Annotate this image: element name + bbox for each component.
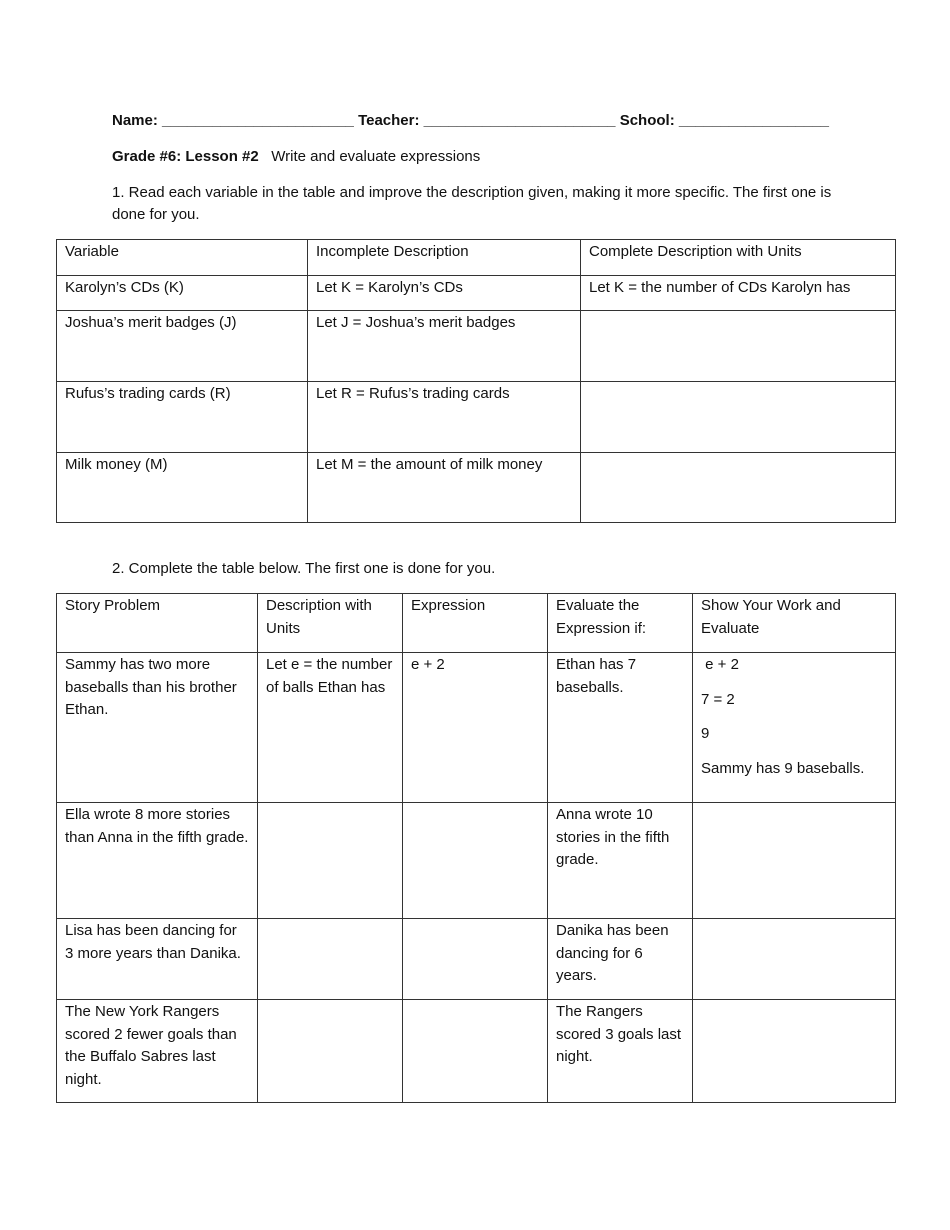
incomplete-description-cell: Let M = the amount of milk money (308, 453, 581, 523)
school-field-label[interactable]: School: __________________ (619, 112, 830, 129)
story-problem-cell: Ella wrote 8 more stories than Anna in the fifth grade. (57, 803, 258, 919)
table-row (57, 311, 896, 382)
table-row (57, 382, 896, 453)
variable-cell: Milk money (M) (57, 453, 308, 523)
evaluate-condition-cell: Ethan has 7 baseballs. (548, 653, 693, 803)
expression-cell[interactable] (403, 919, 548, 1000)
story-problem-table (56, 593, 896, 1103)
variable-description-table (56, 239, 896, 523)
table-row (57, 803, 896, 919)
evaluate-condition-cell: The Rangers scored 3 goals last night. (548, 1000, 693, 1103)
description-cell[interactable] (258, 1000, 403, 1103)
column-header: Incomplete Description (308, 240, 581, 276)
variable-cell: Joshua’s merit badges (J) (57, 311, 308, 382)
complete-description-cell[interactable] (581, 382, 896, 453)
table-row (57, 919, 896, 1000)
table-row (57, 653, 896, 803)
lesson-grade: Grade #6: Lesson #2 (112, 148, 259, 165)
story-problem-cell: The New York Rangers scored 2 fewer goals than the Buffalo Sabres last night. (57, 1000, 258, 1103)
table-header-row (57, 594, 896, 653)
column-header: Evaluate the Expression if: (548, 594, 693, 653)
work-answer: Sammy has 9 baseballs. (701, 759, 865, 777)
table-header-row (57, 240, 896, 276)
work-cell[interactable] (693, 1000, 896, 1103)
lesson-title: Write and evaluate expressions (271, 148, 481, 165)
column-header: Expression (403, 594, 548, 653)
complete-description-cell: Let K = the number of CDs Karolyn has (581, 276, 896, 311)
variable-cell: Karolyn’s CDs (K) (57, 276, 308, 311)
table-row (57, 1000, 896, 1103)
story-problem-cell: Lisa has been dancing for 3 more years than Danika. (57, 919, 258, 1000)
name-field-label[interactable]: Name: _______________________ (112, 112, 354, 129)
description-cell: Let e = the number of balls Ethan has (258, 653, 403, 803)
column-header: Description with Units (258, 594, 403, 653)
expression-cell[interactable] (403, 803, 548, 919)
description-cell[interactable] (258, 919, 403, 1000)
work-step: e + 2 (701, 656, 739, 673)
header-line (112, 110, 829, 132)
evaluate-condition-cell: Danika has been dancing for 6 years. (548, 919, 693, 1000)
work-step: 9 (701, 725, 710, 742)
complete-description-cell[interactable] (581, 453, 896, 523)
column-header: Story Problem (57, 594, 258, 653)
expression-cell[interactable] (403, 1000, 548, 1103)
teacher-field-label[interactable]: Teacher: _______________________ (358, 112, 616, 129)
incomplete-description-cell: Let R = Rufus’s trading cards (308, 382, 581, 453)
complete-description-cell[interactable] (581, 311, 896, 382)
part1-instructions: 1. Read each variable in the table and improve the description given, making it more specific. The first one is done for you. (112, 184, 832, 223)
column-header: Show Your Work and Evaluate (693, 594, 896, 653)
story-problem-cell: Sammy has two more baseballs than his brother Ethan. (57, 653, 258, 803)
incomplete-description-cell: Let K = Karolyn’s CDs (308, 276, 581, 311)
lesson-heading (112, 146, 480, 168)
work-cell[interactable] (693, 803, 896, 919)
incomplete-description-cell: Let J = Joshua’s merit badges (308, 311, 581, 382)
description-cell[interactable] (258, 803, 403, 919)
column-header: Variable (57, 240, 308, 276)
evaluate-condition-cell: Anna wrote 10 stories in the fifth grade. (548, 803, 693, 919)
column-header: Complete Description with Units (581, 240, 896, 276)
table-row (57, 276, 896, 311)
table-row (57, 453, 896, 523)
variable-cell: Rufus’s trading cards (R) (57, 382, 308, 453)
work-cell (693, 653, 896, 803)
part2-instructions: 2. Complete the table below. The first one is done for you. (112, 560, 496, 577)
expression-cell: e + 2 (403, 653, 548, 803)
work-cell[interactable] (693, 919, 896, 1000)
work-step: 7 = 2 (701, 690, 735, 708)
